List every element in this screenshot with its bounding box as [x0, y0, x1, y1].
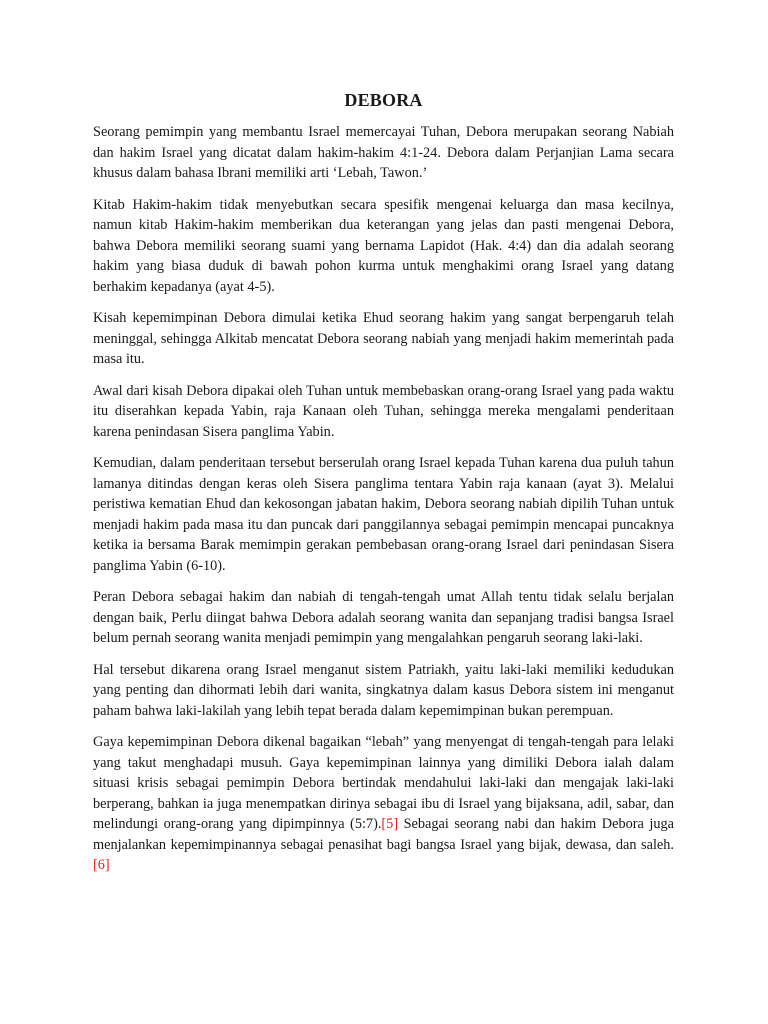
footnote-link-5[interactable]: [5] [381, 816, 399, 832]
document-body [93, 88, 674, 887]
document-title: DEBORA [344, 90, 423, 110]
paragraph-3: Kisah kepemimpinan Debora dimulai ketika Ehud seorang hakim yang sangat berpengaruh telah meninggal, sehingga Alkitab mencatat Debora seorang nabiah yang menjadi hakim memerintah pada masa itu. [93, 310, 674, 367]
paragraph-1: Seorang pemimpin yang membantu Israel memercayai Tuhan, Debora merupakan seorang Nabiah dan hakim Israel yang dicatat dalam hakim-hakim 4:1-24. Debora dalam Perjanjian Lama secara khusus dalam bahasa Ibrani memiliki arti ‘Lebah, Tawon.’ [93, 124, 674, 181]
paragraph-7: Hal tersebut dikarena orang Israel menganut sistem Patriakh, yaitu laki-laki memiliki kedudukan yang penting dan dihormati lebih dari wanita, singkatnya dalam kasus Debora sistem ini menganut paham bahwa laki-lakilah yang lebih tepat berada dalam kepemimpinan bukan perempuan. [93, 661, 674, 719]
paragraph-8-text-a: Gaya kepemimpinan Debora dikenal bagaikan “lebah” yang menyengat di tengah-tengah para lelaki yang takut menghadapi musuh. Gaya kepemimpinan lainnya yang dimiliki Debora ialah dalam situasi krisis sebagai pemimpin Debora bertindak mendahului laki-laki dan mengajak laki-laki berperang, bahkan ia juga menempatkan dirinya sebagai ibu di Israel yang bijaksana, adil, sabar, dan melindungi orang-orang yang dipimpinnya (5:7). [93, 734, 674, 832]
paragraph-8 [93, 732, 674, 876]
paragraph-6: Peran Debora sebagai hakim dan nabiah di tengah-tengah umat Allah tentu tidak selalu berjalan dengan baik, Perlu diingat bahwa Debora adalah seorang wanita dan sepanjang tradisi bangsa Israel belum pernah seorang wanita menjadi pemimpin yang mengalahkan pengaruh seorang laki-laki. [93, 589, 674, 646]
footnote-link-6[interactable]: [6] [93, 857, 110, 873]
paragraph-8-text-b: Sebagai seorang nabi dan hakim Debora juga menjalankan kepemimpinannya sebagai penasihat bagi bangsa Israel yang bijak, dewasa, dan saleh. [93, 816, 674, 853]
paragraph-2: Kitab Hakim-hakim tidak menyebutkan secara spesifik mengenai keluarga dan masa kecilnya, namun kitab Hakim-hakim memberikan dua keterangan yang jelas dan pasti mengenai Debora, bahwa Debora memiliki seorang suami yang bernama Lapidot (Hak. 4:4) dan dia adalah seorang hakim yang biasa duduk di bawah pohon kurma untuk menghakimi orang Israel yang datang berhakim kepadanya (ayat 4-5). [93, 196, 674, 295]
paragraph-5: Kemudian, dalam penderitaan tersebut berserulah orang Israel kepada Tuhan karena dua puluh tahun lamanya ditindas dengan keras oleh Sisera panglima tentara Yabin raja kanaan (ayat 3). Melalui peristiwa kematian Ehud dan kekosongan jabatan hakim, Debora seorang nabiah dipilih Tuhan untuk menjadi hakim pada masa itu dan puncak dari panggilannya sebagai pemimpin mencapai puncaknya ketika ia bersama Barak memimpin gerakan pembebasan orang-orang Israel dari penindasan Sisera panglima Yabin (6-10). [93, 455, 674, 574]
paragraph-4: Awal dari kisah Debora dipakai oleh Tuhan untuk membebaskan orang-orang Israel yang pada waktu itu diserahkan kepada Yabin, raja Kanaan oleh Tuhan, sehingga mereka mengalami penderitaan karena penindasan Sisera panglima Yabin. [93, 382, 674, 440]
